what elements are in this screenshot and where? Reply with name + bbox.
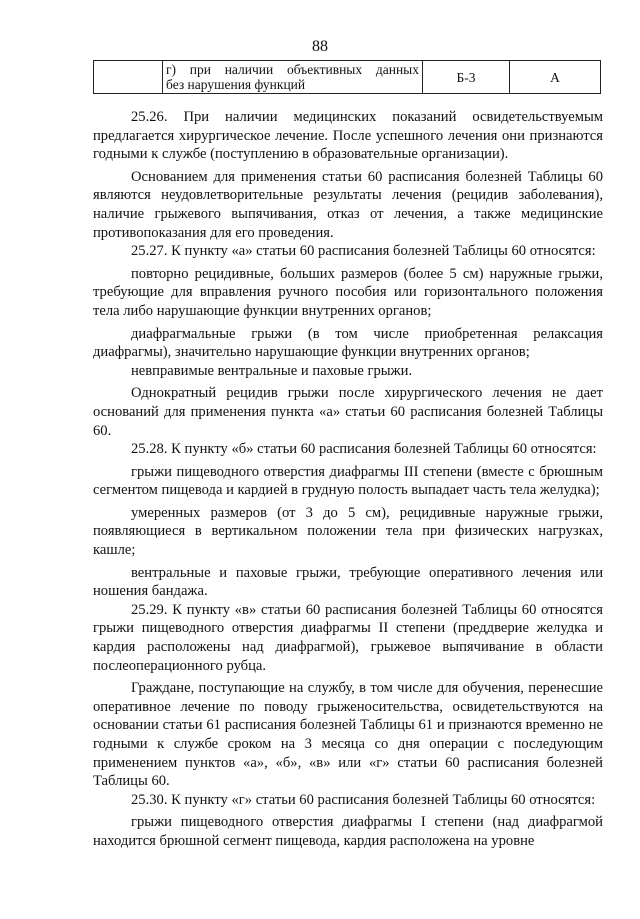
paragraph-25-28: 25.28. К пункту «б» статьи 60 расписания болезней Таблицы 60 относятся: — [131, 441, 597, 458]
page-number: 88 — [312, 38, 328, 55]
paragraph: повторно рецидивные, больших размеров (более 5 см) наружные грыжи, требующие для вправления ручного пособия или горизонтального положения тела либо нарушающие функции внутренних органов; — [93, 265, 603, 319]
table-row — [94, 61, 601, 94]
table-cell-article — [94, 61, 163, 94]
paragraph: невправимые вентральные и паховые грыжи. — [131, 362, 413, 379]
table-cell-description — [163, 61, 423, 94]
description-word: г) — [166, 62, 177, 77]
paragraph: грыжи пищеводного отверстия диафрагмы I степени (над диафрагмой находится брюшной сегмент пищевода, кардия расположена на уровне — [93, 814, 603, 849]
description-line-1 — [166, 62, 419, 77]
document-body — [93, 108, 603, 851]
paragraph: Однократный рецидив грыжи после хирургического лечения не дает оснований для применения пункта «а» статьи 60 расписания болезней Таблицы 60. — [93, 385, 603, 439]
paragraph-25-27: 25.27. К пункту «а» статьи 60 расписания болезней Таблицы 60 относятся: — [131, 243, 596, 260]
description-line-2: без нарушения функций — [166, 77, 306, 92]
paragraph: грыжи пищеводного отверстия диафрагмы III степени (вместе с брюшным сегментом пищевода и кардией в грудную полость выпадает часть тела желудка); — [93, 463, 603, 499]
paragraph: Граждане, поступающие на службу, в том числе для обучения, перенесшие оперативное лечение по поводу грыженосительства, освидетельствуются на основании статьи 61 расписания болезней Таблицы 61 и признаются временно не годными к службе сроком на 3 месяца со дня операции с последующим применением пунктов «а», «б», «в» или «г» статьи 60 расписания болезней Таблицы 60. — [93, 680, 603, 790]
paragraph-25-26: 25.26. При наличии медицинских показаний освидетельствуемым предлагается хирургическое лечение. После успешного лечения они признаются годными к службе (поступлению в образовательные организации). — [93, 109, 603, 163]
table-cell-grade: А — [510, 61, 601, 94]
description-word: объективных — [286, 62, 363, 77]
paragraph-25-29: 25.29. К пункту «в» статьи 60 расписания болезней Таблицы 60 относятся грыжи пищеводного отверстия диафрагмы II степени (преддверие желудка и кардия расположены над диафрагмой), грыжевое выпячивание в области послеоперационного рубца. — [93, 601, 603, 674]
paragraph-25-30: 25.30. К пункту «г» статьи 60 расписания болезней Таблицы 60 относятся: — [131, 791, 596, 808]
paragraph: вентральные и паховые грыжи, требующие оперативного лечения или ношения бандажа. — [93, 564, 603, 600]
table-cell-category: Б-3 — [423, 61, 510, 94]
description-word: наличии — [224, 62, 274, 77]
paragraph: диафрагмальные грыжи (в том числе приобретенная релаксация диафрагмы), значительно нарушающие функции внутренних органов; — [93, 325, 603, 361]
description-word: данных — [375, 62, 419, 77]
description-word: при — [189, 62, 211, 77]
paragraph: Основанием для применения статьи 60 расписания болезней Таблицы 60 являются неудовлетворительные результаты лечения (рецидив заболевания), наличие грыжевого выпячивания, отказ от лечения, а также медицинские противопоказания для его проведения. — [93, 168, 603, 241]
disease-table-fragment — [93, 60, 601, 94]
paragraph: умеренных размеров (от 3 до 5 см), рецидивные наружные грыжи, появляющиеся в вертикальном положении тела при физических нагрузках, кашле; — [93, 504, 603, 559]
